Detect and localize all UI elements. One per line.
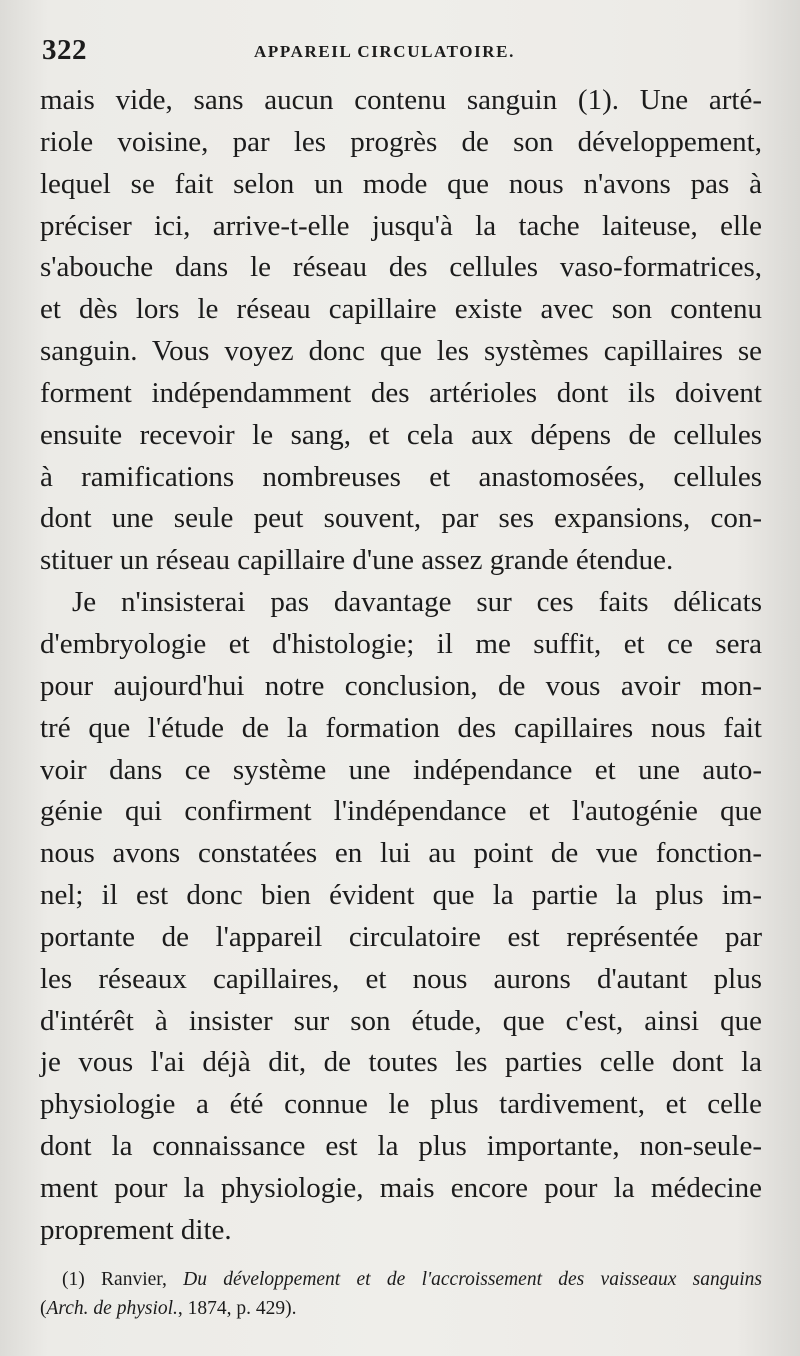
text-line: riole voisine, par les progrès de son développement, <box>40 125 762 158</box>
footnote-line <box>40 1294 762 1323</box>
footnote-line <box>40 1265 762 1294</box>
text-line: d'embryologie et d'histologie; il me suffit, et ce sera <box>40 627 762 660</box>
text-line: ensuite recevoir le sang, et cela aux dépens de cellules <box>40 418 762 451</box>
footnote-marker: (1) Ranvier, <box>62 1269 167 1290</box>
text-line: tré que l'étude de la formation des capillaires nous fait <box>40 711 762 744</box>
footnote-citation: , 1874, p. 429). <box>177 1298 297 1319</box>
text-line: mais vide, sans aucun contenu sanguin (1). Une arté- <box>40 84 762 116</box>
footnote-journal: Arch. de physiol. <box>46 1298 178 1319</box>
text-line: à ramifications nombreuses et anastomosées, cellules <box>40 460 762 493</box>
footnote-paren: ( <box>40 1298 47 1319</box>
text-line: les réseaux capillaires, et nous aurons d'autant plus <box>40 962 762 995</box>
text-line: portante de l'appareil circulatoire est représentée par <box>40 920 762 953</box>
text-line: nous avons constatées en lui au point de vue fonction- <box>40 837 762 870</box>
text-line: je vous l'ai déjà dit, de toutes les parties celle dont la <box>40 1046 762 1079</box>
text-line: ment pour la physiologie, mais encore pour la médecine <box>40 1171 762 1204</box>
body-text <box>40 80 762 1252</box>
text-line: pour aujourd'hui notre conclusion, de vous avoir mon- <box>40 669 762 702</box>
text-line: proprement dite. <box>40 1213 232 1246</box>
text-line: sanguin. Vous voyez donc que les systèmes capillaires se <box>40 335 762 368</box>
text-line: dont la connaissance est la plus importante, non-seule- <box>40 1130 762 1163</box>
text-line: génie qui confirment l'indépendance et l'autogénie que <box>40 795 762 828</box>
footnote <box>40 1265 762 1323</box>
text-line: physiologie a été connue le plus tardivement, et celle <box>40 1088 762 1121</box>
text-line: s'abouche dans le réseau des cellules vaso-formatrices, <box>40 251 762 284</box>
text-line: stituer un réseau capillaire d'une assez grande étendue. <box>40 544 674 577</box>
running-head <box>42 34 760 74</box>
footnote-cited-title: Du développement et de l'accroissement des vaisseaux sanguins <box>183 1269 763 1290</box>
text-line: lequel se fait selon un mode que nous n'avons pas à <box>40 167 762 200</box>
text-line: d'intérêt à insister sur son étude, que c'est, ainsi que <box>40 1004 762 1037</box>
text-line: forment indépendamment des artérioles dont ils doivent <box>40 376 762 409</box>
page-number: 322 <box>42 34 87 66</box>
paragraph-start-line: Je n'insisterai pas davantage sur ces faits délicats <box>72 586 762 619</box>
text-line: préciser ici, arrive-t-elle jusqu'à la tache laiteuse, elle <box>40 209 762 242</box>
text-line: et dès lors le réseau capillaire existe avec son contenu <box>40 293 762 326</box>
text-line: dont une seule peut souvent, par ses expansions, con- <box>40 502 762 535</box>
text-line: nel; il est donc bien évident que la partie la plus im- <box>40 879 762 912</box>
text-line: voir dans ce système une indépendance et une auto- <box>40 753 762 786</box>
running-title: APPAREIL CIRCULATOIRE. <box>254 42 515 61</box>
